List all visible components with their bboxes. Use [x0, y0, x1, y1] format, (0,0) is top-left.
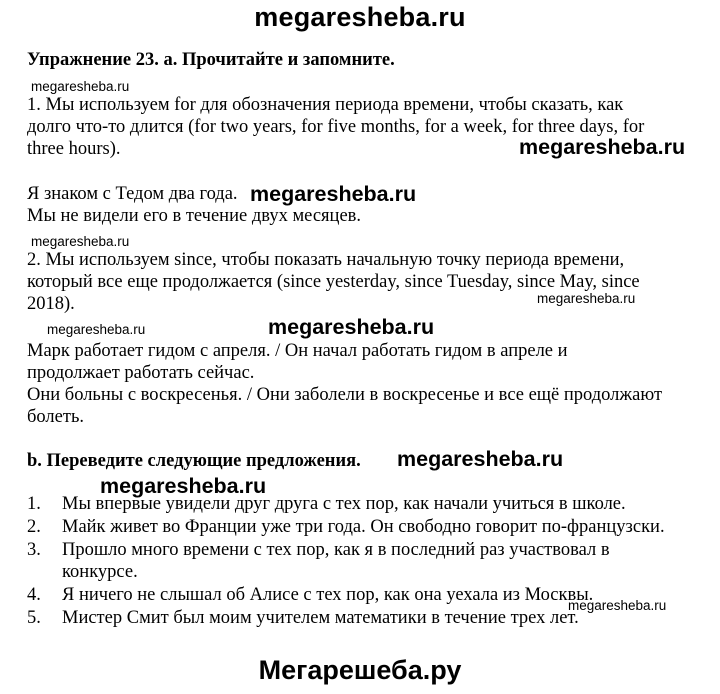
list-item-text: Прошло много времени с тех пор, как я в последний раз участвовал в	[62, 540, 610, 560]
watermark-small: megaresheba.ru	[31, 79, 130, 94]
example-4-line-2: болеть.	[27, 407, 85, 427]
watermark-small: megaresheba.ru	[568, 598, 667, 613]
rule-2-line-2: который все еще продолжается (since yesterday, since Tuesday, since May, since	[27, 272, 640, 292]
list-item-text: Мы впервые увидели друг друга с тех пор, как начали учиться в школе.	[62, 494, 626, 514]
list-item-number: 5.	[27, 608, 41, 628]
site-title: megaresheba.ru	[254, 2, 466, 32]
example-2: Мы не видели его в течение двух месяцев.	[27, 206, 362, 226]
watermark-big: megaresheba.ru	[519, 135, 686, 159]
rule-1-line-3: three hours).	[27, 139, 121, 159]
watermark-big: megaresheba.ru	[397, 447, 564, 471]
watermark-small: megaresheba.ru	[537, 291, 636, 306]
exercise-heading: Упражнение 23. а. Прочитайте и запомните.	[27, 50, 395, 70]
example-4-line-1: Они больны с воскресенья. / Они заболели в воскресенье и все ещё продолжают	[27, 385, 663, 405]
example-3-line-2: продолжает работать сейчас.	[27, 363, 255, 383]
example-1: Я знаком с Тедом два года.	[27, 184, 238, 204]
watermark-big: megaresheba.ru	[268, 315, 435, 339]
list-item-text: Мистер Смит был моим учителем математики в течение трех лет.	[62, 608, 579, 628]
rule-2-line-1: 2. Мы используем since, чтобы показать начальную точку периода времени,	[27, 250, 625, 270]
watermark-big: megaresheba.ru	[100, 474, 267, 498]
rule-1-line-1: 1. Мы используем for для обозначения периода времени, чтобы сказать, как	[27, 95, 624, 115]
example-3-line-1: Марк работает гидом с апреля. / Он начал работать гидом в апреле и	[27, 341, 568, 361]
watermark-big: megaresheba.ru	[250, 182, 417, 206]
list-item-text: Майк живет во Франции уже три года. Он свободно говорит по-французски.	[62, 517, 665, 537]
list-item-number: 2.	[27, 517, 41, 537]
watermark-small: megaresheba.ru	[31, 234, 130, 249]
list-item-text-continued: конкурсе.	[62, 562, 138, 582]
list-item-number: 4.	[27, 585, 41, 605]
rule-1-line-2: долго что-то длится (for two years, for five months, for a week, for three days, for	[27, 117, 645, 137]
footer-title: Мегарешеба.ру	[258, 655, 462, 685]
list-item-number: 1.	[27, 494, 41, 514]
watermark-small: megaresheba.ru	[47, 322, 146, 337]
rule-2-line-3: 2018).	[27, 294, 75, 314]
list-item-number: 3.	[27, 540, 41, 560]
list-item-text: Я ничего не слышал об Алисе с тех пор, как она уехала из Москвы.	[62, 585, 594, 605]
part-b-heading: b. Переведите следующие предложения.	[27, 451, 361, 471]
